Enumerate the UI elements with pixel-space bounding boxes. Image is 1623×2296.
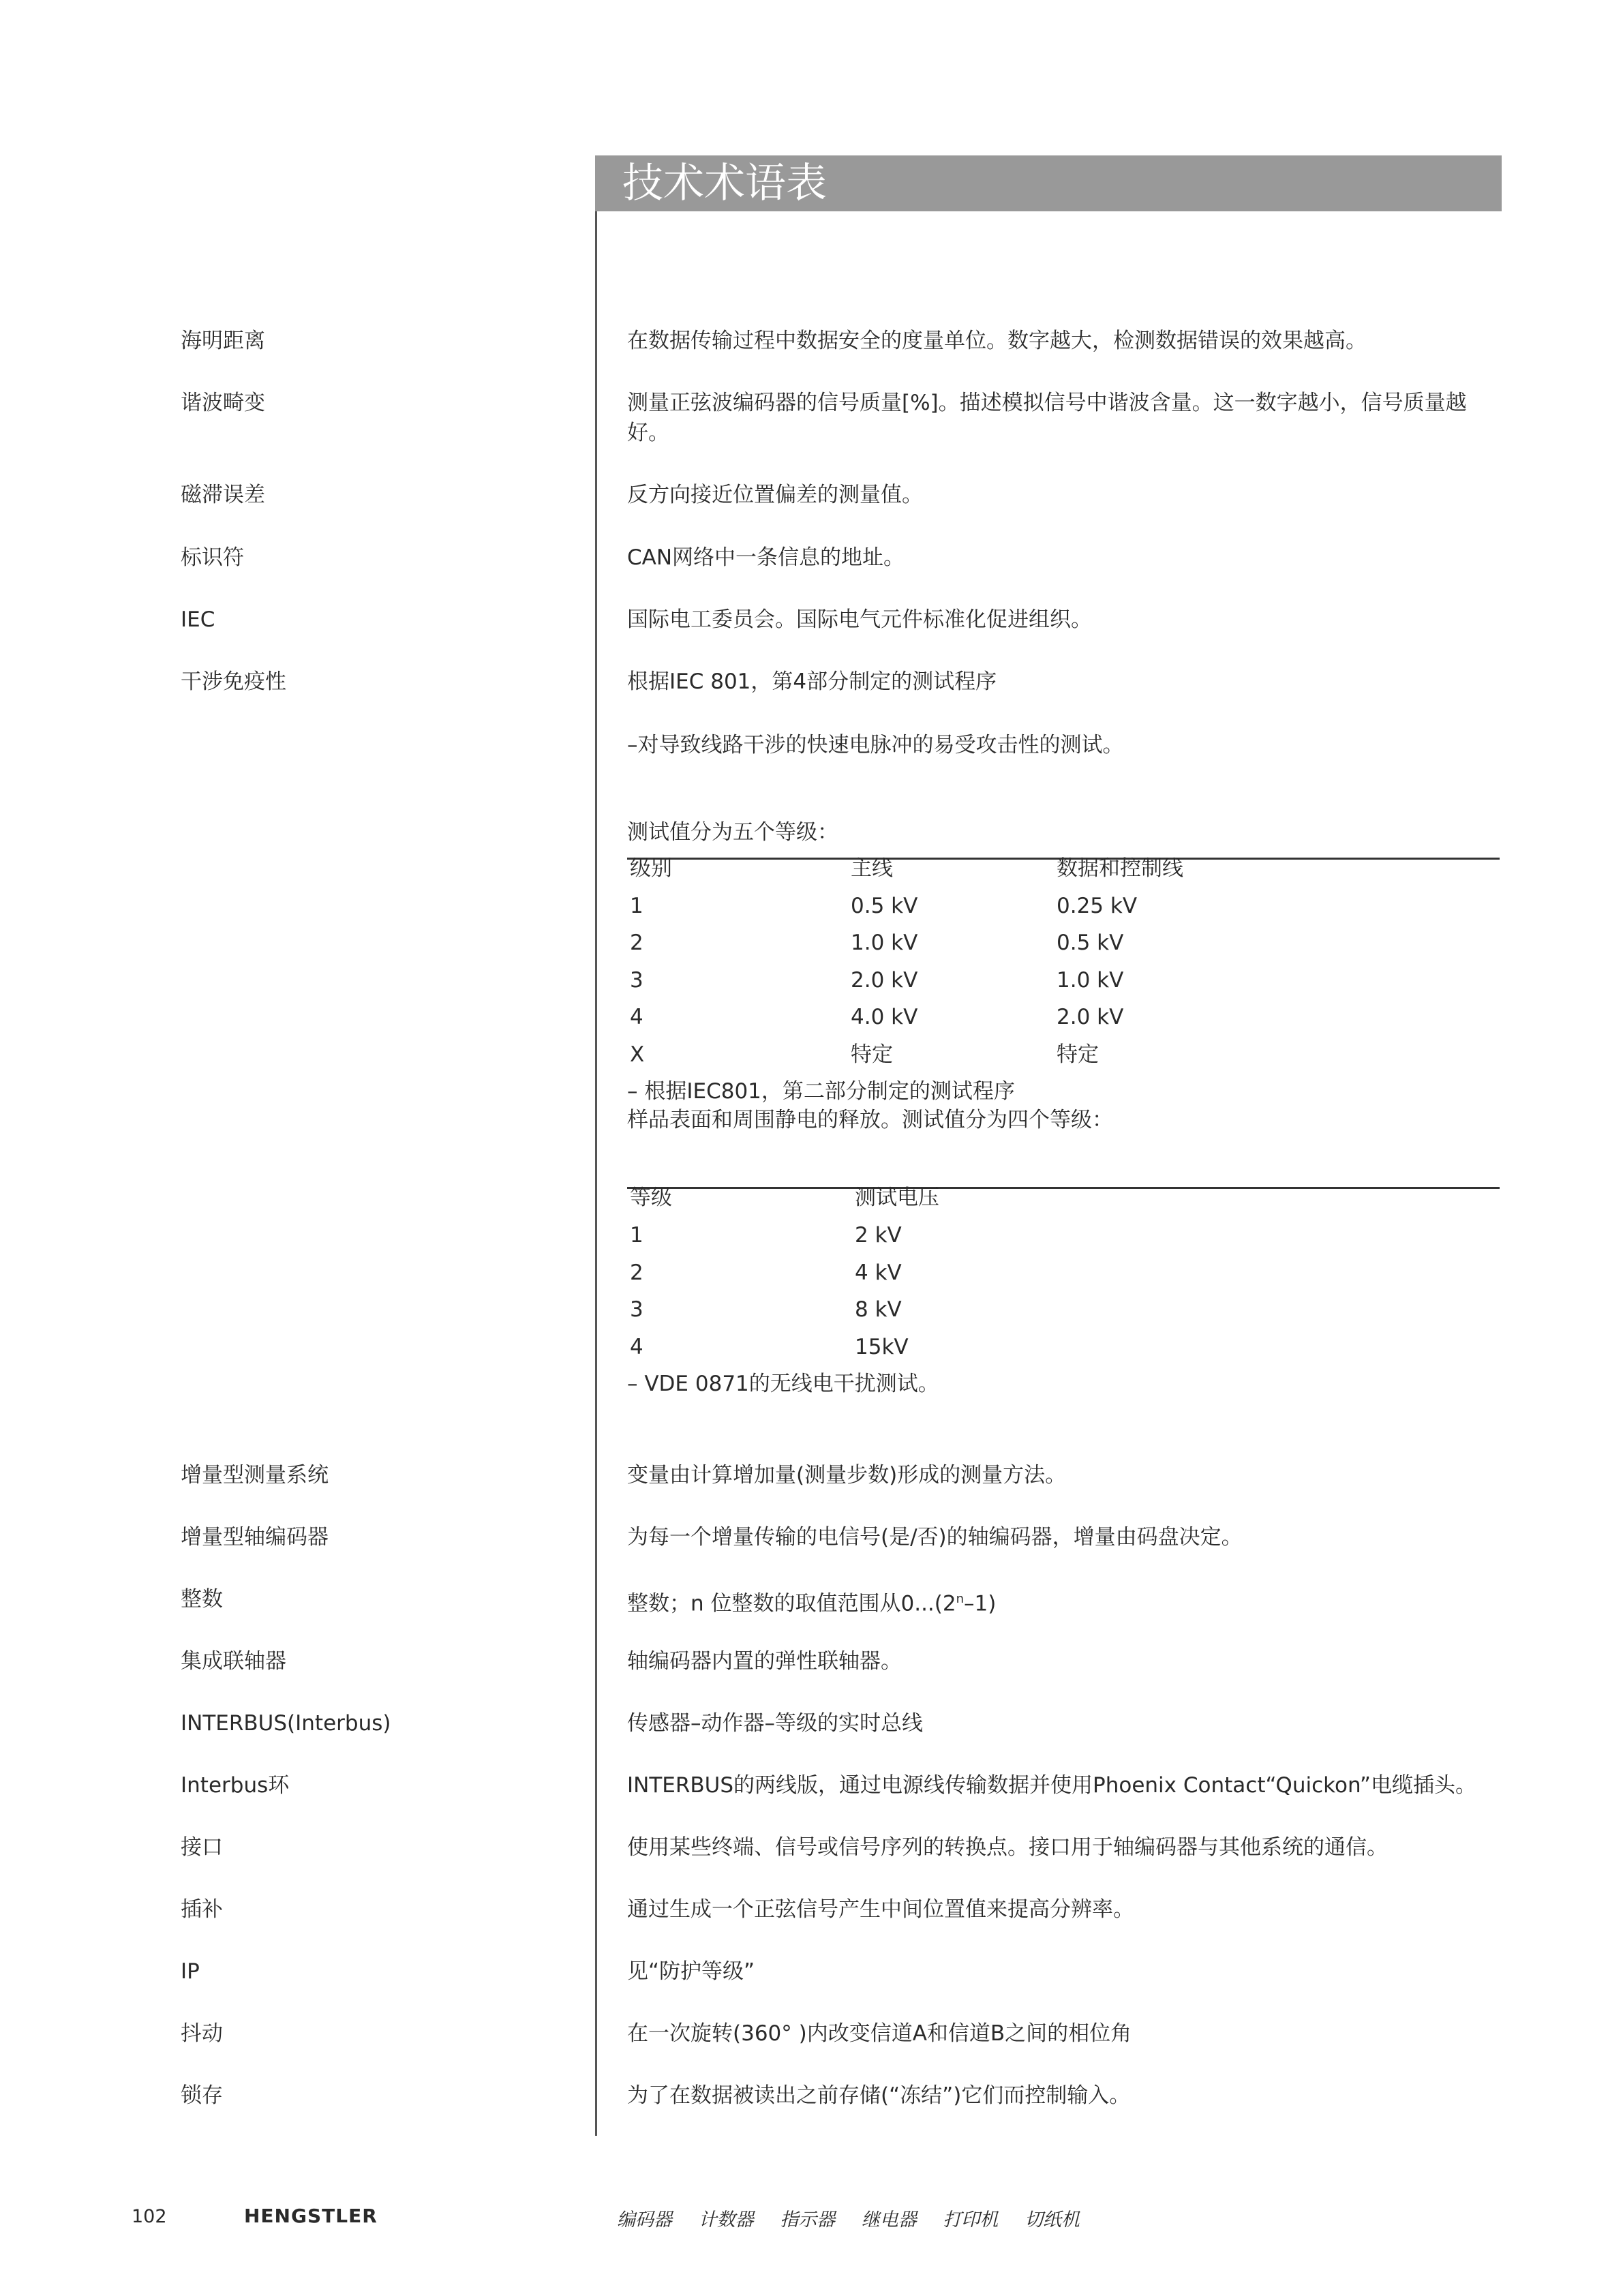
def-ip: 见“防护等级” bbox=[627, 1959, 755, 1984]
def-interbus-ring: INTERBUS的两线版，通过电源线传输数据并使用Phoenix Contact“Quickon”电缆插头。 bbox=[627, 1773, 1476, 1798]
def-jitter: 在一次旋转(360° )内改变信道A和信道B之间的相位角 bbox=[627, 2021, 1132, 2046]
table1-cell: 2 bbox=[630, 931, 643, 955]
page-number: 102 bbox=[132, 2206, 167, 2227]
term-hamming: 海明距离 bbox=[181, 329, 265, 353]
product-item: 计数器 bbox=[698, 2209, 754, 2231]
def-integer-b: –1) bbox=[964, 1591, 997, 1616]
table2-cell: 4 kV bbox=[855, 1260, 902, 1285]
table2-cell: 3 bbox=[630, 1297, 643, 1322]
immunity-line2: –对导致线路干涉的快速电脉冲的易受攻击性的测试。 bbox=[627, 733, 1124, 757]
table1-cell: 1.0 kV bbox=[1057, 968, 1124, 993]
term-hysteresis: 磁滞误差 bbox=[181, 483, 265, 507]
table1-header-cell: 主线 bbox=[851, 856, 893, 881]
def-integer-a: 整数；n 位整数的取值范围从0...(2 bbox=[627, 1591, 956, 1616]
term-jitter: 抖动 bbox=[181, 2021, 223, 2046]
product-item: 切纸机 bbox=[1024, 2209, 1080, 2231]
product-list bbox=[617, 2205, 1100, 2231]
table1-cell: 0.25 kV bbox=[1057, 894, 1138, 918]
brand-name: HENGSTLER bbox=[244, 2205, 378, 2227]
term-incremental-system: 增量型测量系统 bbox=[181, 1463, 329, 1487]
table2-header-cell: 等级 bbox=[630, 1185, 672, 1210]
table1-cell: 2.0 kV bbox=[851, 968, 918, 993]
term-coupling: 集成联轴器 bbox=[181, 1649, 286, 1674]
table1-header bbox=[627, 855, 1500, 881]
table2-cell: 15kV bbox=[855, 1335, 909, 1359]
term-interbus: INTERBUS(Interbus) bbox=[181, 1711, 391, 1736]
table1-cell: 4.0 kV bbox=[851, 1005, 918, 1029]
table1-cell: 0.5 kV bbox=[1057, 931, 1124, 955]
def-integer-sup: n bbox=[956, 1592, 965, 1606]
column-divider bbox=[595, 211, 597, 2136]
table2-header-cell: 测试电压 bbox=[855, 1185, 939, 1210]
def-integer bbox=[627, 1584, 1500, 1618]
immunity-line3: 测试值分为五个等级： bbox=[627, 820, 838, 845]
def-hamming: 在数据传输过程中数据安全的度量单位。数字越大，检测数据错误的效果越高。 bbox=[627, 329, 1367, 353]
def-latch: 为了在数据被读出之前存储(“冻结”)它们而控制输入。 bbox=[627, 2083, 1131, 2108]
term-interpolation: 插补 bbox=[181, 1897, 223, 1922]
term-iec: IEC bbox=[181, 607, 215, 632]
def-coupling: 轴编码器内置的弹性联轴器。 bbox=[627, 1649, 902, 1674]
def-identifier: CAN网络中一条信息的地址。 bbox=[627, 545, 905, 570]
page-title: 技术术语表 bbox=[622, 160, 827, 207]
term-incremental-encoder: 增量型轴编码器 bbox=[181, 1525, 329, 1550]
table1-cell: 特定 bbox=[1057, 1042, 1099, 1067]
table2-cell: 2 bbox=[630, 1260, 643, 1285]
def-interface: 使用某些终端、信号或信号序列的转换点。接口用于轴编码器与其他系统的通信。 bbox=[627, 1835, 1388, 1860]
table2-cell: 8 kV bbox=[855, 1297, 902, 1322]
term-harmonic: 谐波畸变 bbox=[181, 391, 265, 415]
term-ip: IP bbox=[181, 1959, 200, 1984]
table1-cell: X bbox=[630, 1042, 645, 1067]
product-item: 指示器 bbox=[780, 2209, 836, 2231]
immunity-note2: 样品表面和周围静电的释放。测试值分为四个等级： bbox=[627, 1108, 1113, 1132]
table1-cell: 4 bbox=[630, 1005, 643, 1029]
product-item: 继电器 bbox=[861, 2209, 917, 2231]
def-harmonic: 测量正弦波编码器的信号质量[%]。描述模拟信号中谐波含量。这一数字越小，信号质量越好。 bbox=[627, 391, 1467, 445]
term-integer: 整数 bbox=[181, 1587, 223, 1612]
term-interface: 接口 bbox=[181, 1835, 223, 1860]
term-identifier: 标识符 bbox=[181, 545, 244, 570]
immunity-note1: – 根据IEC801，第二部分制定的测试程序 bbox=[627, 1079, 1015, 1104]
table1-cell: 3 bbox=[630, 968, 643, 993]
table2-header bbox=[627, 1184, 1500, 1210]
def-interbus: 传感器–动作器–等级的实时总线 bbox=[627, 1711, 923, 1736]
def-incremental-encoder: 为每一个增量传输的电信号(是/否)的轴编码器，增量由码盘决定。 bbox=[627, 1525, 1243, 1550]
def-iec: 国际电工委员会。国际电气元件标准化促进组织。 bbox=[627, 607, 1092, 632]
table1-cell: 0.5 kV bbox=[851, 894, 918, 918]
table2-cell: 1 bbox=[630, 1223, 643, 1248]
table1-header-cell: 数据和控制线 bbox=[1057, 856, 1183, 881]
def-interpolation: 通过生成一个正弦信号产生中间位置值来提高分辨率。 bbox=[627, 1897, 1134, 1922]
table1-cell: 1.0 kV bbox=[851, 931, 918, 955]
table1-cell: 特定 bbox=[851, 1042, 893, 1067]
def-immunity: 根据IEC 801，第4部分制定的测试程序 bbox=[627, 669, 997, 694]
immunity-note3: – VDE 0871的无线电干扰测试。 bbox=[627, 1372, 939, 1396]
product-item: 打印机 bbox=[943, 2209, 999, 2231]
title-bar bbox=[595, 155, 1502, 211]
table1-cell: 1 bbox=[630, 894, 643, 918]
table2-cell: 2 kV bbox=[855, 1223, 902, 1248]
term-interbus-ring: Interbus环 bbox=[181, 1773, 290, 1798]
product-item: 编码器 bbox=[617, 2209, 672, 2231]
term-immunity: 干涉免疫性 bbox=[181, 669, 286, 694]
def-incremental-system: 变量由计算增加量(测量步数)形成的测量方法。 bbox=[627, 1463, 1067, 1487]
def-hysteresis: 反方向接近位置偏差的测量值。 bbox=[627, 483, 923, 507]
term-latch: 锁存 bbox=[181, 2083, 223, 2108]
table2-cell: 4 bbox=[630, 1335, 643, 1359]
table1-header-cell: 级别 bbox=[630, 856, 672, 881]
table1-cell: 2.0 kV bbox=[1057, 1005, 1124, 1029]
